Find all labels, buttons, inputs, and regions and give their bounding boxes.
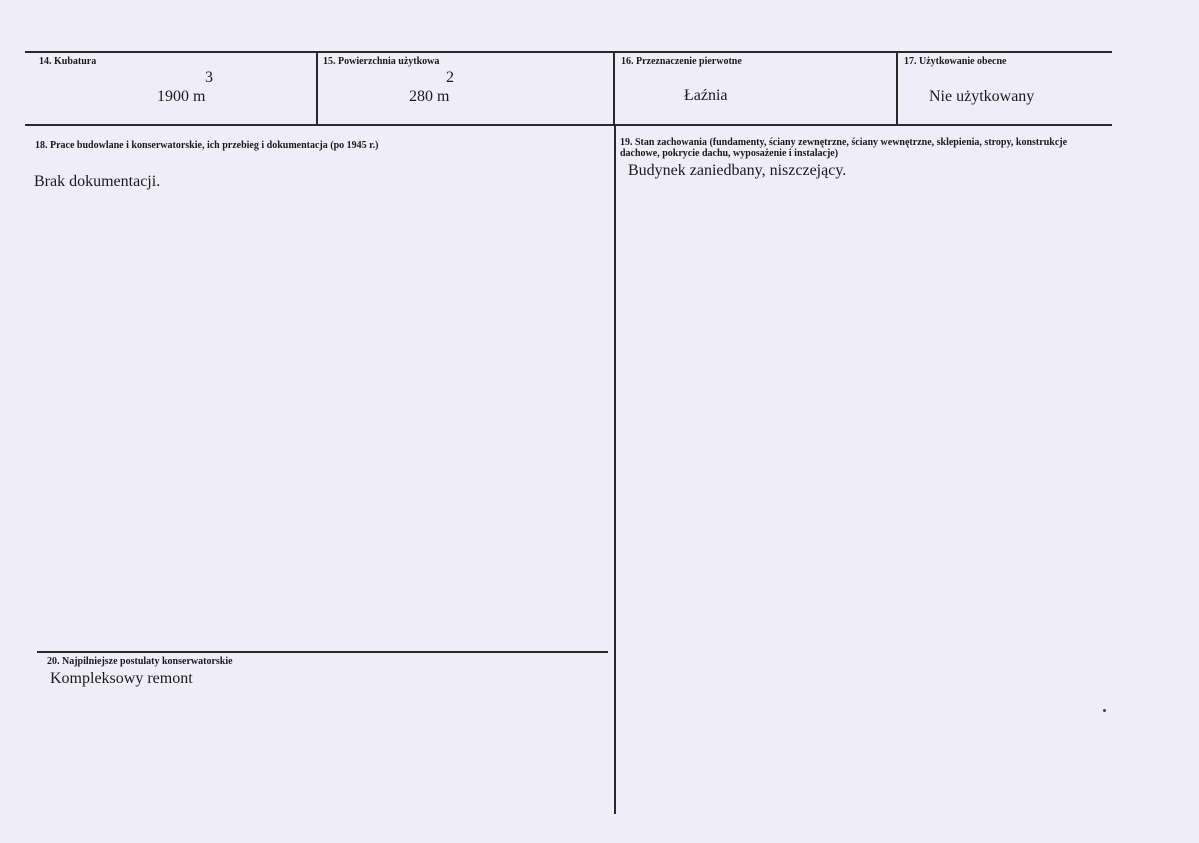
divider-15-16 (613, 51, 615, 126)
field-18-label: 18. Prace budowlane i konserwatorskie, ich przebieg i dokumentacja (po 1945 r.) (35, 140, 379, 151)
field-19-label: 19. Stan zachowania (fundamenty, ściany zewnętrzne, ściany wewnętrzne, sklepienia, stropy, konstrukcje (620, 137, 1068, 148)
field-14-label: 14. Kubatura (39, 56, 97, 67)
field-19-label-continuation: dachowe, pokrycie dachu, wyposażenie i instalacje) (620, 148, 839, 159)
section-20-top-rule (37, 651, 608, 653)
field-15-exponent: 2 (446, 69, 454, 86)
field-20-value: Kompleksowy remont (50, 670, 193, 687)
divider-16-17 (896, 51, 898, 126)
divider-14-15 (316, 51, 318, 126)
scan-speck (1103, 709, 1106, 712)
main-column-divider (614, 124, 616, 814)
field-16-value: Łaźnia (684, 87, 728, 104)
header-bottom-rule (25, 124, 1112, 126)
field-14-exponent: 3 (205, 69, 213, 86)
field-14-value: 1900 m (157, 88, 206, 105)
field-15-value: 280 m (409, 88, 450, 105)
field-16-label: 16. Przeznaczenie pierwotne (621, 56, 742, 67)
field-19-value: Budynek zaniedbany, niszczejący. (628, 162, 847, 179)
top-rule (25, 51, 1112, 53)
field-20-label: 20. Najpilniejsze postulaty konserwatorskie (47, 656, 233, 667)
field-17-value: Nie użytkowany (929, 88, 1035, 105)
field-18-value: Brak dokumentacji. (34, 173, 161, 190)
field-17-label: 17. Użytkowanie obecne (904, 56, 1007, 67)
field-15-label: 15. Powierzchnia użytkowa (323, 56, 440, 67)
